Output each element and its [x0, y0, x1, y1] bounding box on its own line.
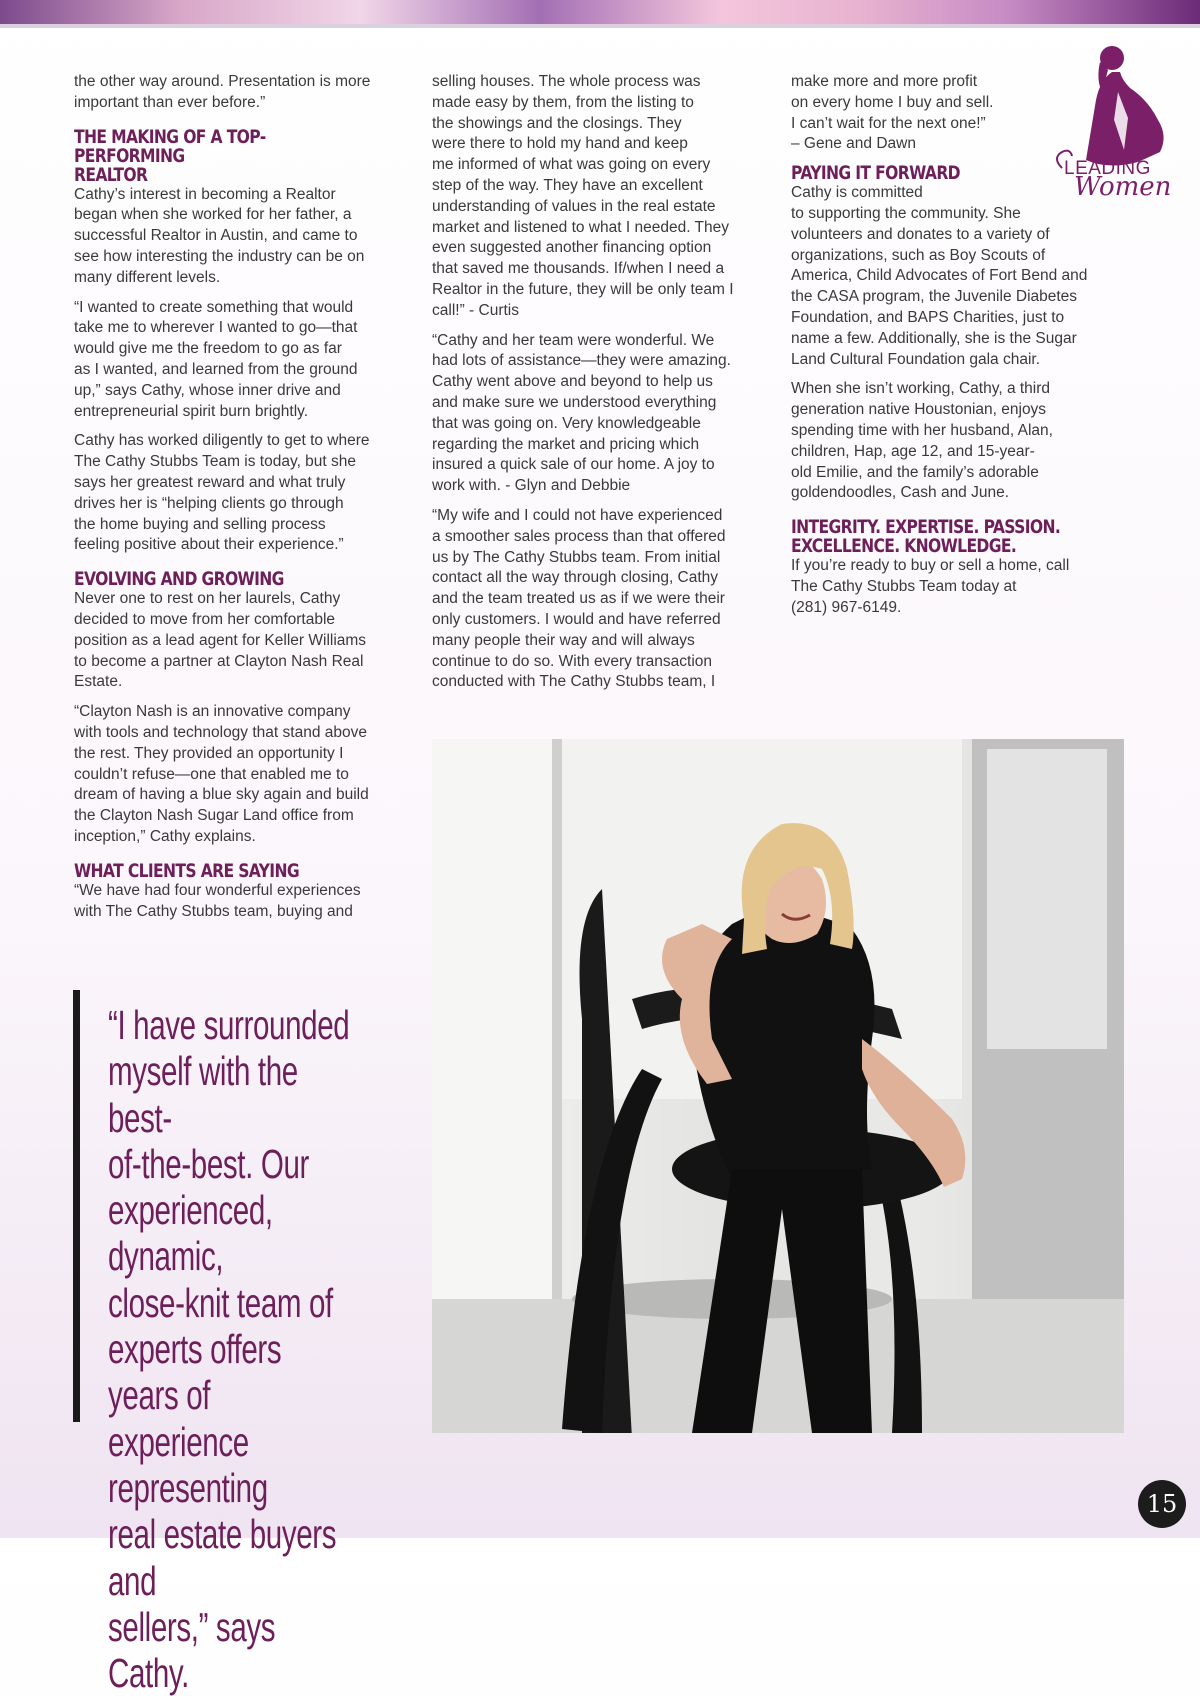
section-heading: PAYING IT FORWARD	[791, 162, 960, 185]
leading-women-logo	[1048, 40, 1172, 200]
paragraph: “Clayton Nash is an innovative company with tools and technology that stand above the rest. They provided an opportunity I couldn’t refuse—one that enabled me to dream of having a blue sky again and build the Clayton Nash Sugar Land office from inception,” Cathy explains.	[74, 703, 369, 845]
section-heading: INTEGRITY. EXPERTISE. PASSION. EXCELLENCE. KNOWLEDGE.	[791, 516, 1061, 558]
woman-silhouette-icon	[1048, 40, 1172, 200]
paragraph: “I wanted to create something that would take me to wherever I wanted to go—that would give me the freedom to go as far as I wanted, and learned from the ground up,” says Cathy, whose inner drive and entrepreneurial spirit burn brightly.	[74, 298, 358, 420]
paragraph: Cathy is committed to supporting the community. She volunteers and donates to a variety of organizations, such as Boy Scouts of America, Child Advocates of Fort Bend and the CASA program, the Juvenile Diabetes Foundation, and BAPS Charities, just to name a few. Additionally, she is the Sugar Land Cultural Foundation gala chair.	[791, 184, 1088, 368]
paragraph: Cathy’s interest in becoming a Realtor began when she worked for her father, a successful Realtor in Austin, and came to see how interesting the industry can be on many different levels.	[74, 185, 365, 286]
section-heading: EVOLVING AND GROWING	[74, 568, 284, 591]
paragraph: If you’re ready to buy or sell a home, call The Cathy Stubbs Team today at (281) 967-6149.	[791, 557, 1070, 616]
article-column-2	[432, 72, 772, 702]
paragraph: “We have had four wonderful experiences with The Cathy Stubbs team, buying and	[74, 881, 361, 920]
logo-word-leading: LEADING	[1064, 158, 1151, 179]
article-column-1	[74, 72, 414, 931]
paragraph: Cathy has worked diligently to get to where The Cathy Stubbs Team is today, but she says her greatest reward and what truly drives her is “helping clients go through the home buying and selling process feeling positive about their experience.”	[74, 432, 370, 554]
logo-word-women: Women	[1074, 172, 1172, 200]
paragraph: When she isn’t working, Cathy, a third generation native Houstonian, enjoys spending time with her husband, Alan, children, Hap, age 12, and 15-year- old Emilie, and the family’s adorable goldendoodles, Cash and June.	[791, 380, 1053, 502]
paragraph: “My wife and I could not have experienced a smoother sales process than that offered us by The Cathy Stubbs team. From initial contact all the way through closing, Cathy and the team treated us as if we were their only customers. I would and have referred many people their way and will always continue to do so. With every transaction conducted with The Cathy Stubbs team, I	[432, 506, 726, 691]
page-number-badge: 15	[1138, 1480, 1186, 1528]
portrait-photo	[432, 739, 1124, 1433]
section-heading: WHAT CLIENTS ARE SAYING	[74, 859, 299, 882]
paragraph: selling houses. The whole process was made easy by them, from the listing to the showings and the closings. They were there to hold my hand and keep me informed of what was going on every step of the way. They have an excellent understanding of values in the real estate market and listened to what I needed. They even suggested another financing option that saved me thousands. If/when I need a Realtor in the future, they will be only team I call!” - Curtis	[432, 73, 734, 319]
pull-quote: “I have surrounded myself with the best- of-the-best. Our experienced, dynamic, close-knit team of experts offers years of experience representing real estate buyers and sellers,” says Cathy.	[108, 1002, 350, 1696]
paragraph: “Cathy and her team were wonderful. We had lots of assistance—they were amazing. Cathy went above and beyond to help us and make sure we understood everything that was going on. Very knowledgeable regarding the market and pricing which insured a quick sale of our home. A joy to work with. - Glyn and Debbie	[432, 331, 731, 495]
header-divider	[0, 24, 1200, 28]
paragraph: Never one to rest on her laurels, Cathy decided to move from her comfortable position as a lead agent for Keller Williams to become a partner at Clayton Nash Real Estate.	[74, 590, 367, 691]
pull-quote-bar	[73, 990, 80, 1422]
paragraph: make more and more profit on every home I buy and sell. I can’t wait for the next one!” – Gene and Dawn	[791, 73, 994, 153]
section-heading: THE MAKING OF A TOP-PERFORMING REALTOR	[74, 125, 266, 186]
decorative-header-band	[0, 0, 1200, 24]
paragraph: the other way around. Presentation is more important than ever before.”	[74, 73, 371, 111]
